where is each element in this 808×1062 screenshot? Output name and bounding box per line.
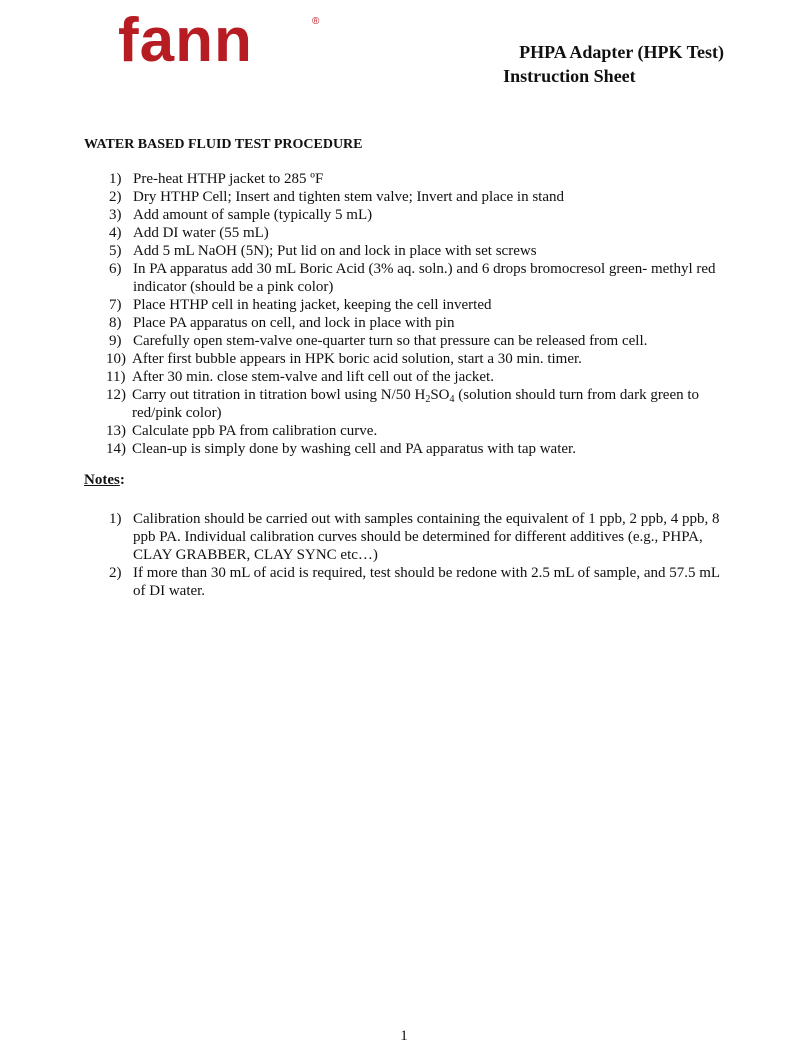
step-number: 13): [106, 423, 126, 439]
notes-list: [84, 510, 724, 600]
step-number: 12): [106, 387, 126, 403]
note-number: 2): [109, 565, 122, 581]
step-item: [84, 260, 724, 296]
step-item: [84, 368, 724, 386]
step-text-part: (solution should turn from dark green to red/pink color): [132, 387, 700, 421]
note-item: [84, 564, 724, 600]
step-item: [84, 314, 724, 332]
step-number: 11): [106, 369, 126, 385]
step-text: Add DI water (55 mL): [133, 225, 269, 241]
step-number: 7): [109, 297, 122, 313]
note-number: 1): [109, 511, 122, 527]
notes-label: Notes: [84, 472, 120, 488]
document-title: [503, 40, 724, 88]
step-number: 9): [109, 333, 122, 349]
step-text-part: Carry out titration in titration bowl using N/50 H: [132, 387, 426, 403]
step-text: In PA apparatus add 30 mL Boric Acid (3% aq. soln.) and 6 drops bromocresol green- methyl red indicator (should be a pink color): [133, 261, 716, 295]
step-item: [84, 296, 724, 314]
procedure-steps: [84, 170, 724, 458]
notes-colon: :: [119, 472, 125, 488]
step-item: [84, 170, 724, 188]
step-text: [132, 387, 699, 421]
step-number: 3): [109, 207, 122, 223]
step-text: Pre-heat HTHP jacket to 285 ºF: [133, 171, 324, 187]
step-text: Place PA apparatus on cell, and lock in place with pin: [133, 315, 455, 331]
step-item: [84, 422, 724, 440]
section-heading: WATER BASED FLUID TEST PROCEDURE: [84, 137, 363, 152]
step-text-part: SO: [430, 387, 450, 403]
step-text: Calculate ppb PA from calibration curve.: [132, 423, 378, 439]
step-item: [84, 332, 724, 350]
step-item: [84, 386, 724, 422]
step-text: Add amount of sample (typically 5 mL): [133, 207, 373, 223]
step-text: After first bubble appears in HPK boric acid solution, start a 30 min. timer.: [132, 351, 582, 367]
fann-logo: fann: [118, 6, 253, 75]
step-text: Clean-up is simply done by washing cell and PA apparatus with tap water.: [132, 441, 576, 457]
step-text: Place HTHP cell in heating jacket, keeping the cell inverted: [133, 297, 492, 313]
step-text: Dry HTHP Cell; Insert and tighten stem valve; Invert and place in stand: [133, 189, 565, 205]
step-text: Carefully open stem-valve one-quarter turn so that pressure can be released from cell.: [133, 333, 648, 349]
step-item: [84, 224, 724, 242]
step-number: 14): [106, 441, 126, 457]
step-number: 5): [109, 243, 122, 259]
page-number: 1: [400, 1028, 408, 1044]
step-number: 4): [109, 225, 122, 241]
notes-heading: [84, 472, 125, 489]
registered-mark: ®: [312, 16, 320, 27]
subscript: 2: [425, 394, 431, 405]
title-line-2: Instruction Sheet: [503, 66, 636, 86]
step-number: 8): [109, 315, 122, 331]
title-line-1: PHPA Adapter (HPK Test): [519, 42, 724, 62]
step-text: After 30 min. close stem-valve and lift cell out of the jacket.: [132, 369, 494, 385]
step-number: 10): [106, 351, 126, 367]
step-item: [84, 206, 724, 224]
note-item: [84, 510, 724, 564]
note-text: Calibration should be carried out with samples containing the equivalent of 1 ppb, 2 ppb, 4 ppb, 8 ppb PA. Individual calibration curves should be determined for different additives (e.g., PHPA, CLAY GRABBER, CLAY SYNC etc…): [133, 511, 720, 563]
step-number: 1): [109, 171, 122, 187]
step-text: Add 5 mL NaOH (5N); Put lid on and lock in place with set screws: [133, 243, 537, 259]
note-text: If more than 30 mL of acid is required, test should be redone with 2.5 mL of sample, and 57.5 mL of DI water.: [133, 565, 720, 599]
step-number: 6): [109, 261, 122, 277]
step-item: [84, 242, 724, 260]
subscript: 4: [449, 394, 455, 405]
step-item: [84, 350, 724, 368]
step-item: [84, 188, 724, 206]
step-item: [84, 440, 724, 458]
step-number: 2): [109, 189, 122, 205]
